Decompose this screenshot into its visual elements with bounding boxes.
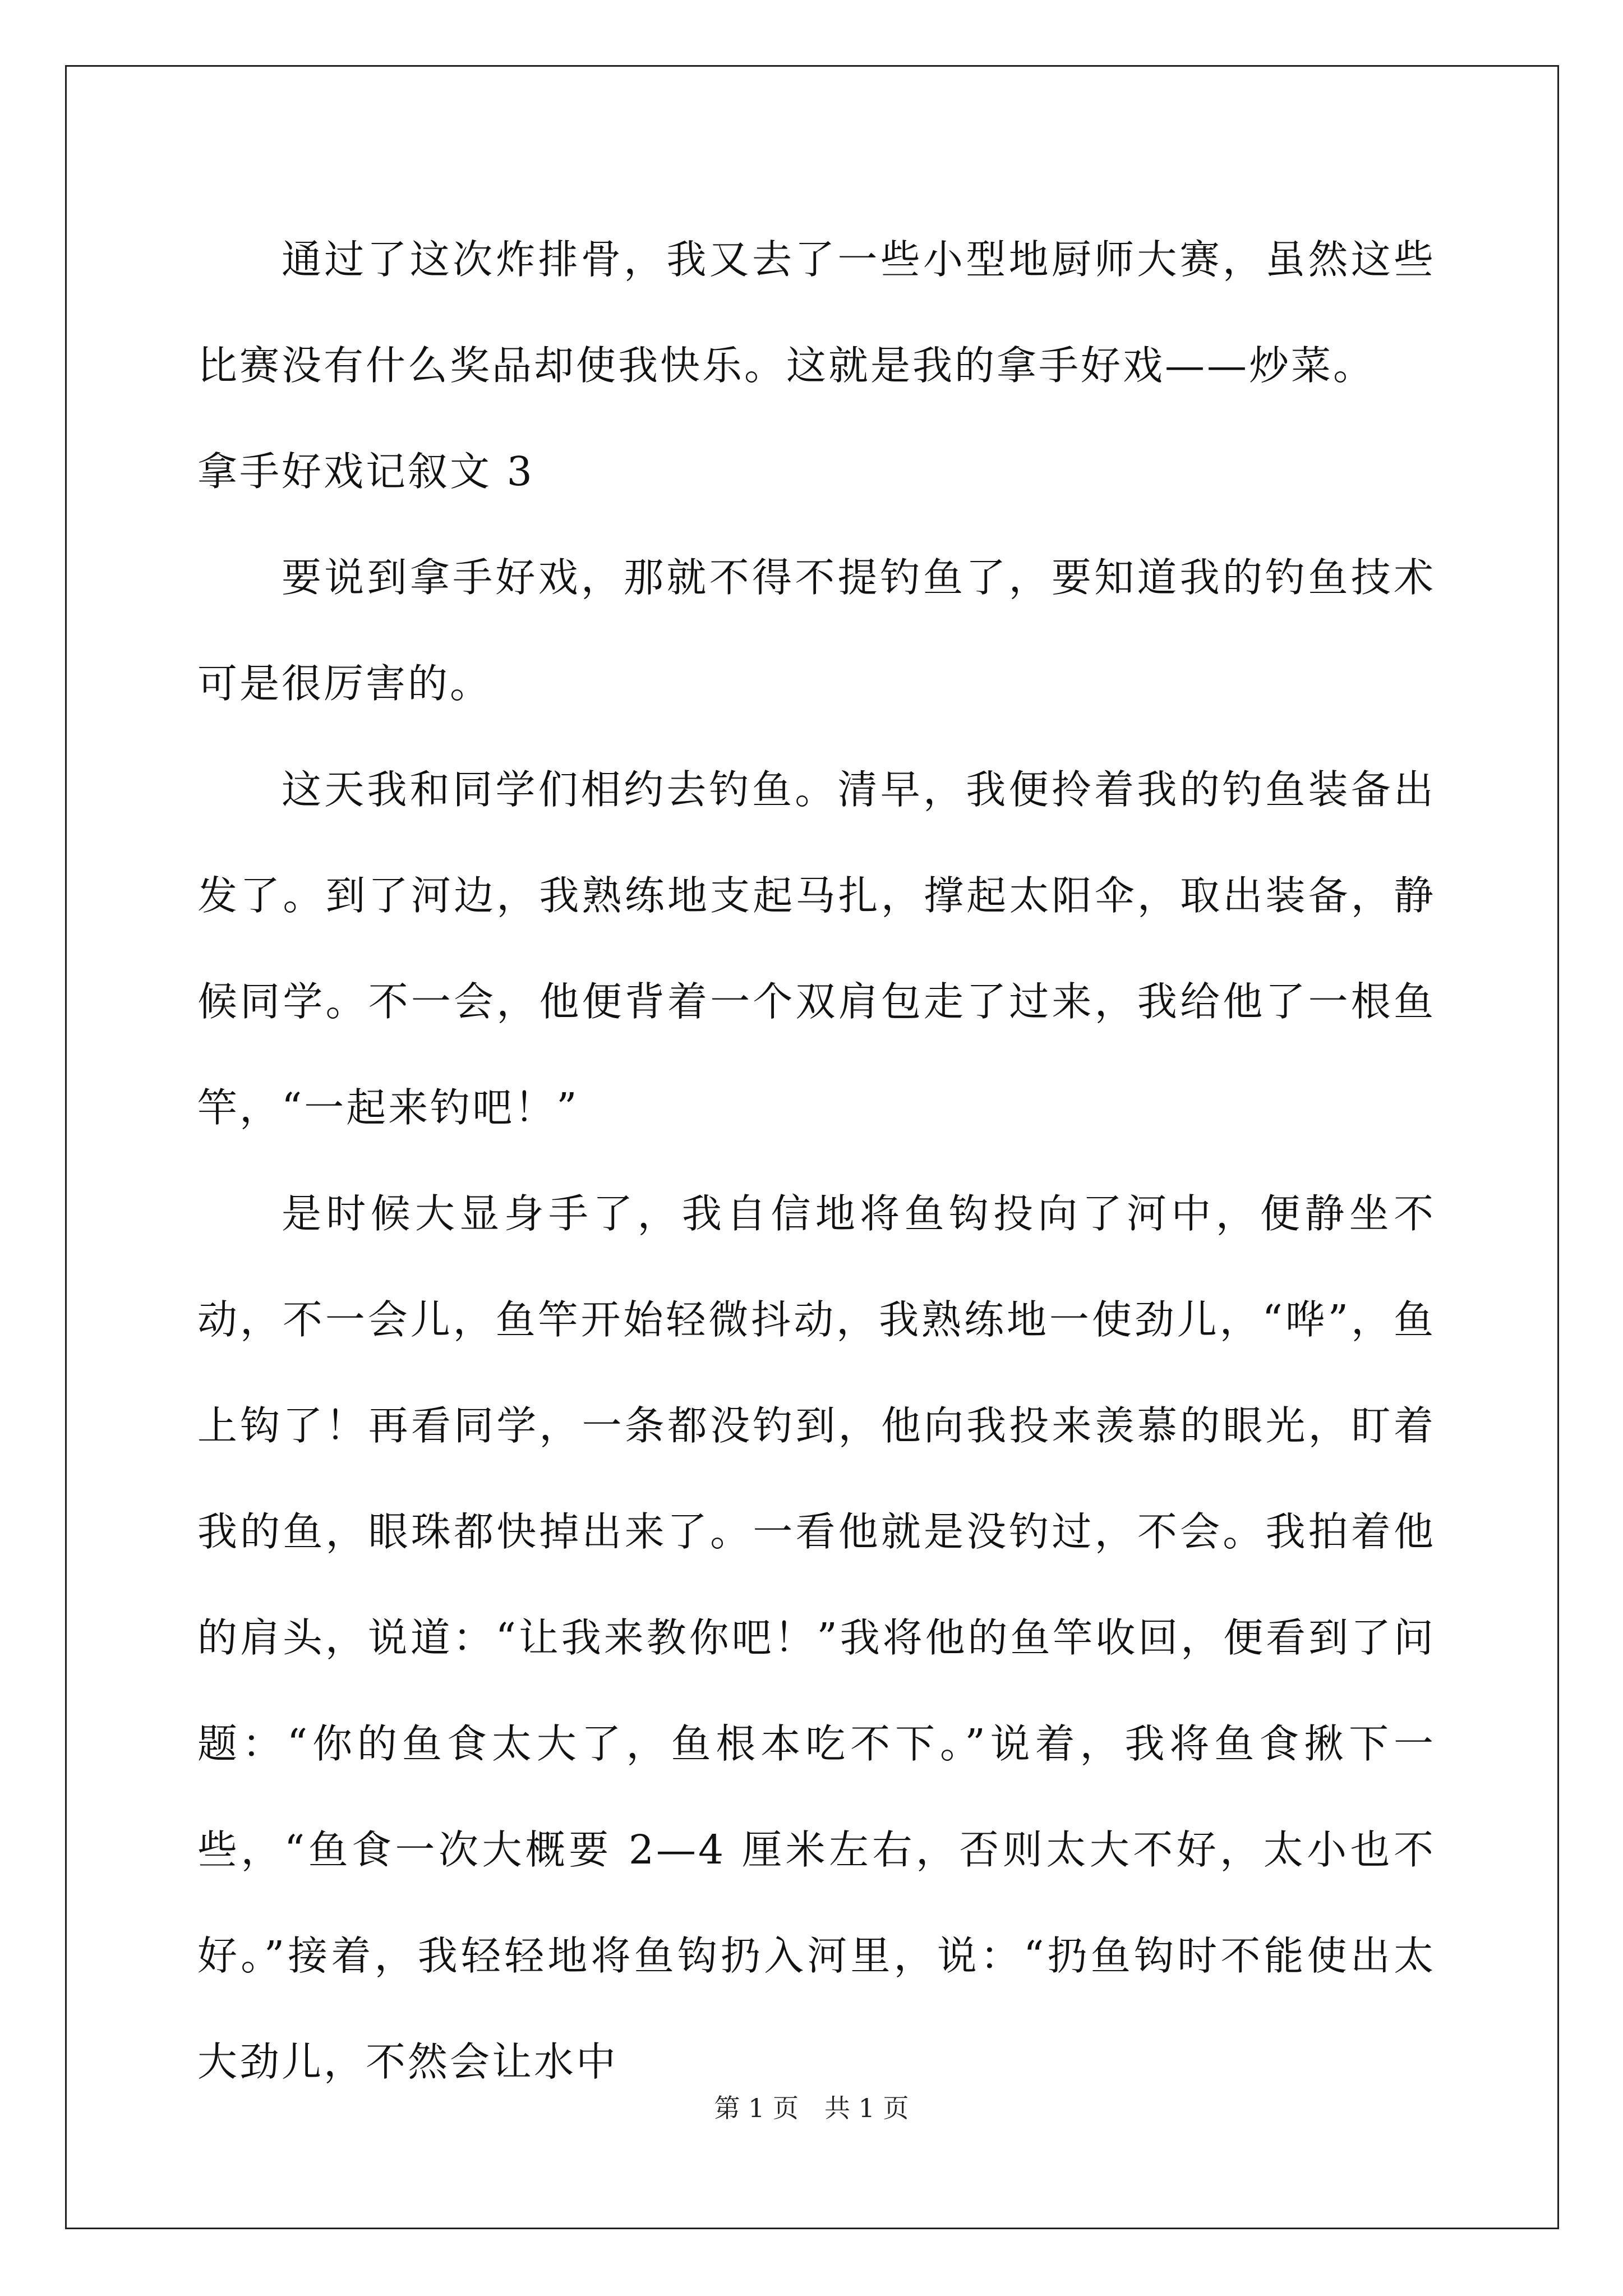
paragraph-2: 要说到拿手好戏，那就不得不提钓鱼了，要知道我的钓鱼技术可是很厉害的。 — [197, 554, 1436, 707]
page-footer: 第 1 页 共 1 页 — [714, 2093, 909, 2123]
paragraph-3: 这天我和同学们相约去钓鱼。清早，我便拎着我的钓鱼装备出发了。到了河边，我熟练地支起马扎，撑起太阳伞，取出装备，静候同学。不一会，他便背着一个双肩包走了过来，我给他了一根鱼竿，“一起来钓吧！” — [197, 766, 1436, 1131]
section-heading: 拿手好戏记叙文 3 — [197, 448, 534, 495]
paragraph-1: 通过了这次炸排骨，我又去了一些小型地厨师大赛，虽然这些比赛没有什么奖品却使我快乐。这就是我的拿手好戏——炒菜。 — [197, 236, 1436, 389]
document-body — [197, 206, 1436, 2115]
paragraph-4: 是时候大显身手了，我自信地将鱼钩投向了河中，便静坐不动，不一会儿，鱼竿开始轻微抖动，我熟练地一使劲儿，“哗”，鱼上钩了！再看同学，一条都没钓到，他向我投来羡慕的眼光，盯着我的鱼，眼珠都快掉出来了。一看他就是没钓过，不会。我拍着他的肩头，说道：“让我来教你吧！”我将他的鱼竿收回，便看到了问题：“你的鱼食太大了，鱼根本吃不下。”说着，我将鱼食揪下一些，“鱼食一次大概要 2—4 厘米左右，否则太大不好，太小也不好。”接着，我轻轻地将鱼钩扔入河里，说：“扔鱼钩时不能使出太大劲儿，不然会让水中 — [197, 1190, 1436, 2085]
